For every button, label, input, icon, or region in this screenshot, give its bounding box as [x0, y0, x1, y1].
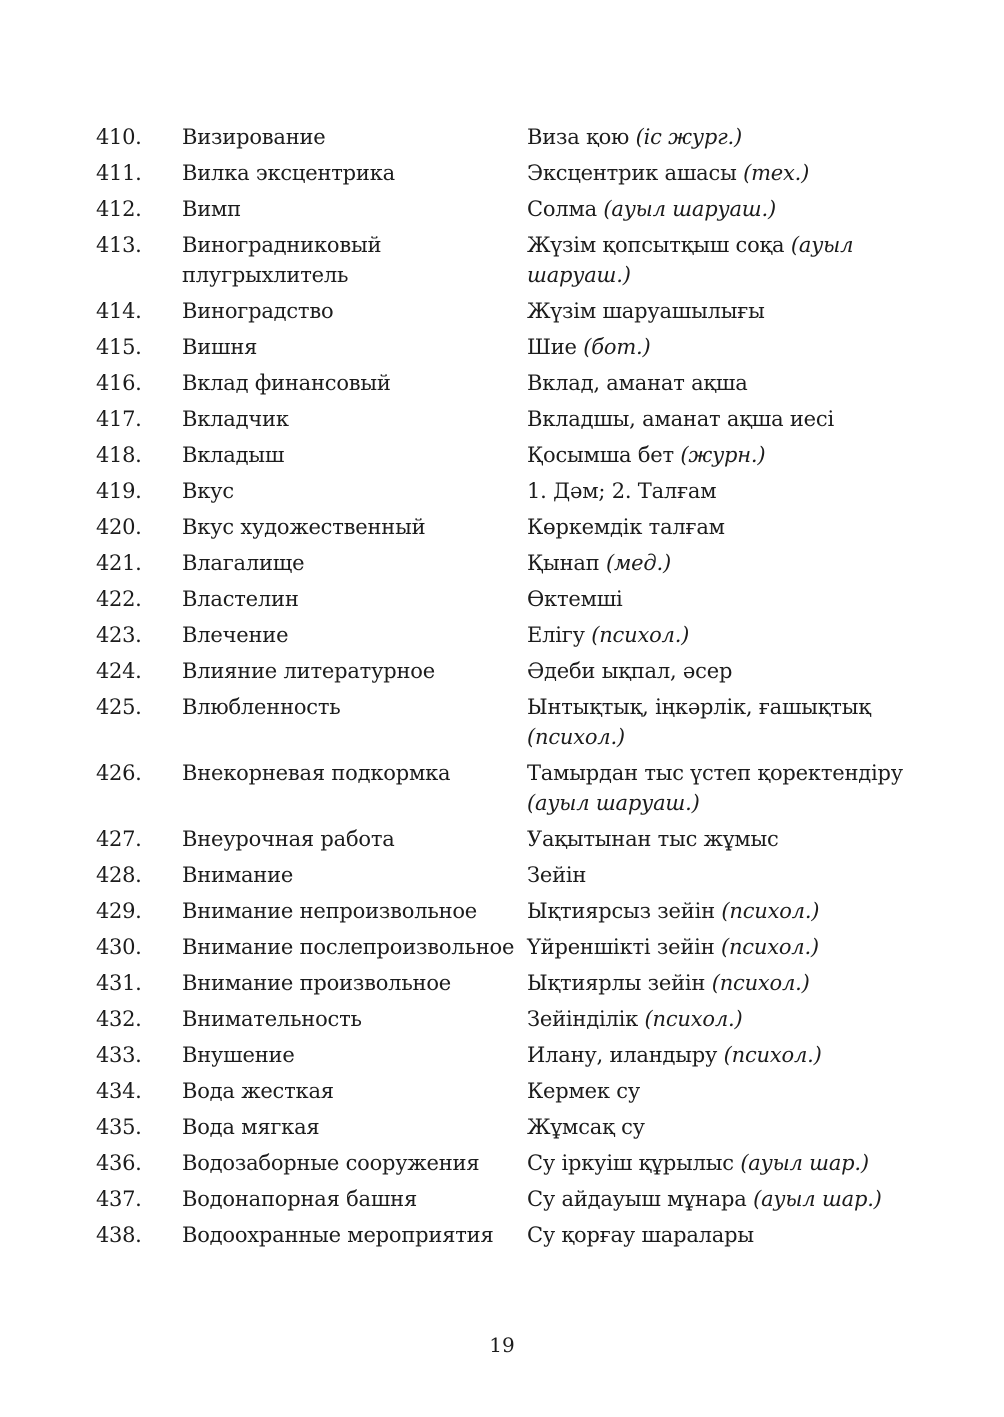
- translation-text: Кермек су: [527, 1079, 641, 1103]
- glossary-entry: [96, 858, 916, 894]
- entry-number: 433.: [96, 1043, 142, 1067]
- glossary-entry: [96, 192, 916, 228]
- domain-note: (ауыл шаруаш.): [527, 791, 700, 815]
- russian-term: Вода мягкая: [182, 1115, 320, 1139]
- russian-term: Вклад финансовый: [182, 371, 391, 395]
- translation-text: Зейінділік: [527, 1007, 639, 1031]
- translation-text: Су айдауыш мұнара: [527, 1187, 747, 1211]
- translation-text: Илану, иландыру: [527, 1043, 718, 1067]
- russian-term: Водонапорная башня: [182, 1187, 418, 1211]
- russian-term: Влюбленность: [182, 695, 341, 719]
- glossary-entry: [96, 930, 916, 966]
- kazakh-translation: [527, 584, 916, 614]
- translation-text: Үйреншікті зейін: [527, 935, 715, 959]
- russian-term: Вода жесткая: [182, 1079, 334, 1103]
- glossary-entry: [96, 474, 916, 510]
- glossary-entry: [96, 546, 916, 582]
- translation-text: Жұмсақ су: [527, 1115, 645, 1139]
- kazakh-translation: [527, 1148, 916, 1178]
- translation-text: Жүзім шаруашылығы: [527, 299, 765, 323]
- russian-term: Виноградство: [182, 299, 334, 323]
- translation-text: Уақытынан тыс жұмыс: [527, 827, 779, 851]
- kazakh-translation: [527, 824, 916, 854]
- entry-number: 422.: [96, 587, 142, 611]
- kazakh-translation: [527, 1220, 916, 1250]
- translation-text: Виза қою: [527, 125, 630, 149]
- kazakh-translation: [527, 758, 916, 818]
- kazakh-translation: [527, 230, 916, 290]
- glossary-entry: [96, 756, 916, 822]
- glossary-entry: [96, 1110, 916, 1146]
- entry-number: 410.: [96, 125, 142, 149]
- translation-text: Әдеби ықпал, әсер: [527, 659, 733, 683]
- entry-number: 418.: [96, 443, 142, 467]
- glossary-entry: [96, 1146, 916, 1182]
- translation-text: Жүзім қопсытқыш соқа: [527, 233, 785, 257]
- glossary-entry: [96, 690, 916, 756]
- domain-note: (психол.): [723, 1043, 822, 1067]
- translation-text: Солма: [527, 197, 597, 221]
- kazakh-translation: [527, 1076, 916, 1106]
- russian-term: Виноградниковый плугрыхлитель: [182, 233, 382, 287]
- glossary-entry: [96, 1002, 916, 1038]
- kazakh-translation: [527, 860, 916, 890]
- entry-number: 416.: [96, 371, 142, 395]
- entry-number: 417.: [96, 407, 142, 431]
- entry-number: 430.: [96, 935, 142, 959]
- translation-text: Ықтиярсыз зейін: [527, 899, 715, 923]
- kazakh-translation: [527, 548, 916, 578]
- russian-term: Внимание послепроизвольное: [182, 935, 515, 959]
- glossary-entry: [96, 228, 916, 294]
- translation-text: Су қорғау шаралары: [527, 1223, 754, 1247]
- domain-note: (психол.): [711, 971, 810, 995]
- russian-term: Внушение: [182, 1043, 295, 1067]
- glossary-entry: [96, 438, 916, 474]
- glossary-table: [96, 120, 916, 1254]
- translation-text: 1. Дәм; 2. Талғам: [527, 479, 717, 503]
- domain-note: (мед.): [605, 551, 671, 575]
- russian-term: Властелин: [182, 587, 299, 611]
- glossary-entry: [96, 330, 916, 366]
- glossary-entry: [96, 1038, 916, 1074]
- kazakh-translation: [527, 1184, 916, 1214]
- russian-term: Внеурочная работа: [182, 827, 395, 851]
- domain-note: (ауыл шаруаш.): [527, 233, 854, 287]
- translation-text: Ынтықтық, іңкәрлік, ғашықтық: [527, 695, 871, 719]
- entry-number: 426.: [96, 761, 142, 785]
- russian-term: Влагалище: [182, 551, 305, 575]
- kazakh-translation: [527, 932, 916, 962]
- entry-number: 414.: [96, 299, 142, 323]
- translation-text: Ықтиярлы зейін: [527, 971, 706, 995]
- domain-note: (психол.): [527, 725, 625, 749]
- russian-term: Водозаборные сооружения: [182, 1151, 480, 1175]
- entry-number: 424.: [96, 659, 142, 683]
- glossary-entry: [96, 510, 916, 546]
- translation-text: Қосымша бет: [527, 443, 674, 467]
- russian-term: Внимание: [182, 863, 294, 887]
- glossary-entry: [96, 966, 916, 1002]
- kazakh-translation: [527, 1112, 916, 1142]
- kazakh-translation: [527, 512, 916, 542]
- entry-number: 420.: [96, 515, 142, 539]
- glossary-entry: [96, 1074, 916, 1110]
- kazakh-translation: [527, 368, 916, 398]
- russian-term: Внимание непроизвольное: [182, 899, 478, 923]
- glossary-entry: [96, 156, 916, 192]
- entry-number: 428.: [96, 863, 142, 887]
- russian-term: Вкладыш: [182, 443, 285, 467]
- russian-term: Внимательность: [182, 1007, 362, 1031]
- russian-term: Визирование: [182, 125, 326, 149]
- entry-number: 423.: [96, 623, 142, 647]
- entry-number: 436.: [96, 1151, 142, 1175]
- glossary-entry: [96, 894, 916, 930]
- domain-note: (ауыл шар.): [753, 1187, 882, 1211]
- entry-number: 411.: [96, 161, 142, 185]
- translation-text: Эксцентрик ашасы: [527, 161, 737, 185]
- translation-text: Вклад, аманат ақша: [527, 371, 748, 395]
- entry-number: 435.: [96, 1115, 142, 1139]
- domain-note: (психол.): [721, 899, 820, 923]
- glossary-entry: [96, 582, 916, 618]
- domain-note: (психол.): [591, 623, 690, 647]
- translation-text: Өктемші: [527, 587, 623, 611]
- kazakh-translation: [527, 332, 916, 362]
- russian-term: Влечение: [182, 623, 289, 647]
- russian-term: Вкладчик: [182, 407, 289, 431]
- glossary-entry: [96, 618, 916, 654]
- domain-note: (журн.): [680, 443, 766, 467]
- kazakh-translation: [527, 896, 916, 926]
- translation-text: Көркемдік талғам: [527, 515, 725, 539]
- russian-term: Вкус: [182, 479, 234, 503]
- russian-term: Вилка эксцентрика: [182, 161, 395, 185]
- translation-text: Су іркуіш құрылыс: [527, 1151, 734, 1175]
- entry-number: 438.: [96, 1223, 142, 1247]
- entry-number: 431.: [96, 971, 142, 995]
- russian-term: Водоохранные мероприятия: [182, 1223, 494, 1247]
- kazakh-translation: [527, 620, 916, 650]
- kazakh-translation: [527, 476, 916, 506]
- glossary-entry: [96, 822, 916, 858]
- entry-number: 412.: [96, 197, 142, 221]
- kazakh-translation: [527, 692, 916, 752]
- glossary-entry: [96, 366, 916, 402]
- glossary-entry: [96, 1218, 916, 1254]
- kazakh-translation: [527, 1004, 916, 1034]
- russian-term: Вишня: [182, 335, 258, 359]
- entry-number: 421.: [96, 551, 142, 575]
- translation-text: Вкладшы, аманат ақша иесі: [527, 407, 834, 431]
- kazakh-translation: [527, 122, 916, 152]
- entry-number: 413.: [96, 233, 142, 257]
- domain-note: (психол.): [720, 935, 819, 959]
- kazakh-translation: [527, 194, 916, 224]
- kazakh-translation: [527, 1040, 916, 1070]
- entry-number: 419.: [96, 479, 142, 503]
- entry-number: 432.: [96, 1007, 142, 1031]
- domain-note: (ауыл шар.): [740, 1151, 869, 1175]
- translation-text: Зейін: [527, 863, 587, 887]
- entry-number: 427.: [96, 827, 142, 851]
- kazakh-translation: [527, 968, 916, 998]
- entry-number: 434.: [96, 1079, 142, 1103]
- kazakh-translation: [527, 158, 916, 188]
- translation-text: Елігу: [527, 623, 585, 647]
- entry-number: 425.: [96, 695, 142, 719]
- translation-text: Тамырдан тыс үстеп қоректендіру: [527, 761, 903, 785]
- entry-number: 415.: [96, 335, 142, 359]
- kazakh-translation: [527, 440, 916, 470]
- glossary-entry: [96, 1182, 916, 1218]
- domain-note: (психол.): [644, 1007, 743, 1031]
- entry-number: 429.: [96, 899, 142, 923]
- page-number: 19: [489, 1333, 515, 1357]
- domain-note: (бот.): [583, 335, 651, 359]
- entry-number: 437.: [96, 1187, 142, 1211]
- russian-term: Внимание произвольное: [182, 971, 452, 995]
- glossary-entry: [96, 120, 916, 156]
- glossary-entry: [96, 402, 916, 438]
- russian-term: Влияние литературное: [182, 659, 435, 683]
- glossary-entry: [96, 654, 916, 690]
- russian-term: Вимп: [182, 197, 241, 221]
- kazakh-translation: [527, 656, 916, 686]
- kazakh-translation: [527, 296, 916, 326]
- translation-text: Қынап: [527, 551, 600, 575]
- kazakh-translation: [527, 404, 916, 434]
- domain-note: (іс жург.): [635, 125, 742, 149]
- glossary-entry: [96, 294, 916, 330]
- russian-term: Вкус художественный: [182, 515, 426, 539]
- translation-text: Шие: [527, 335, 577, 359]
- domain-note: (тех.): [743, 161, 810, 185]
- domain-note: (ауыл шаруаш.): [603, 197, 776, 221]
- russian-term: Внекорневая подкормка: [182, 761, 451, 785]
